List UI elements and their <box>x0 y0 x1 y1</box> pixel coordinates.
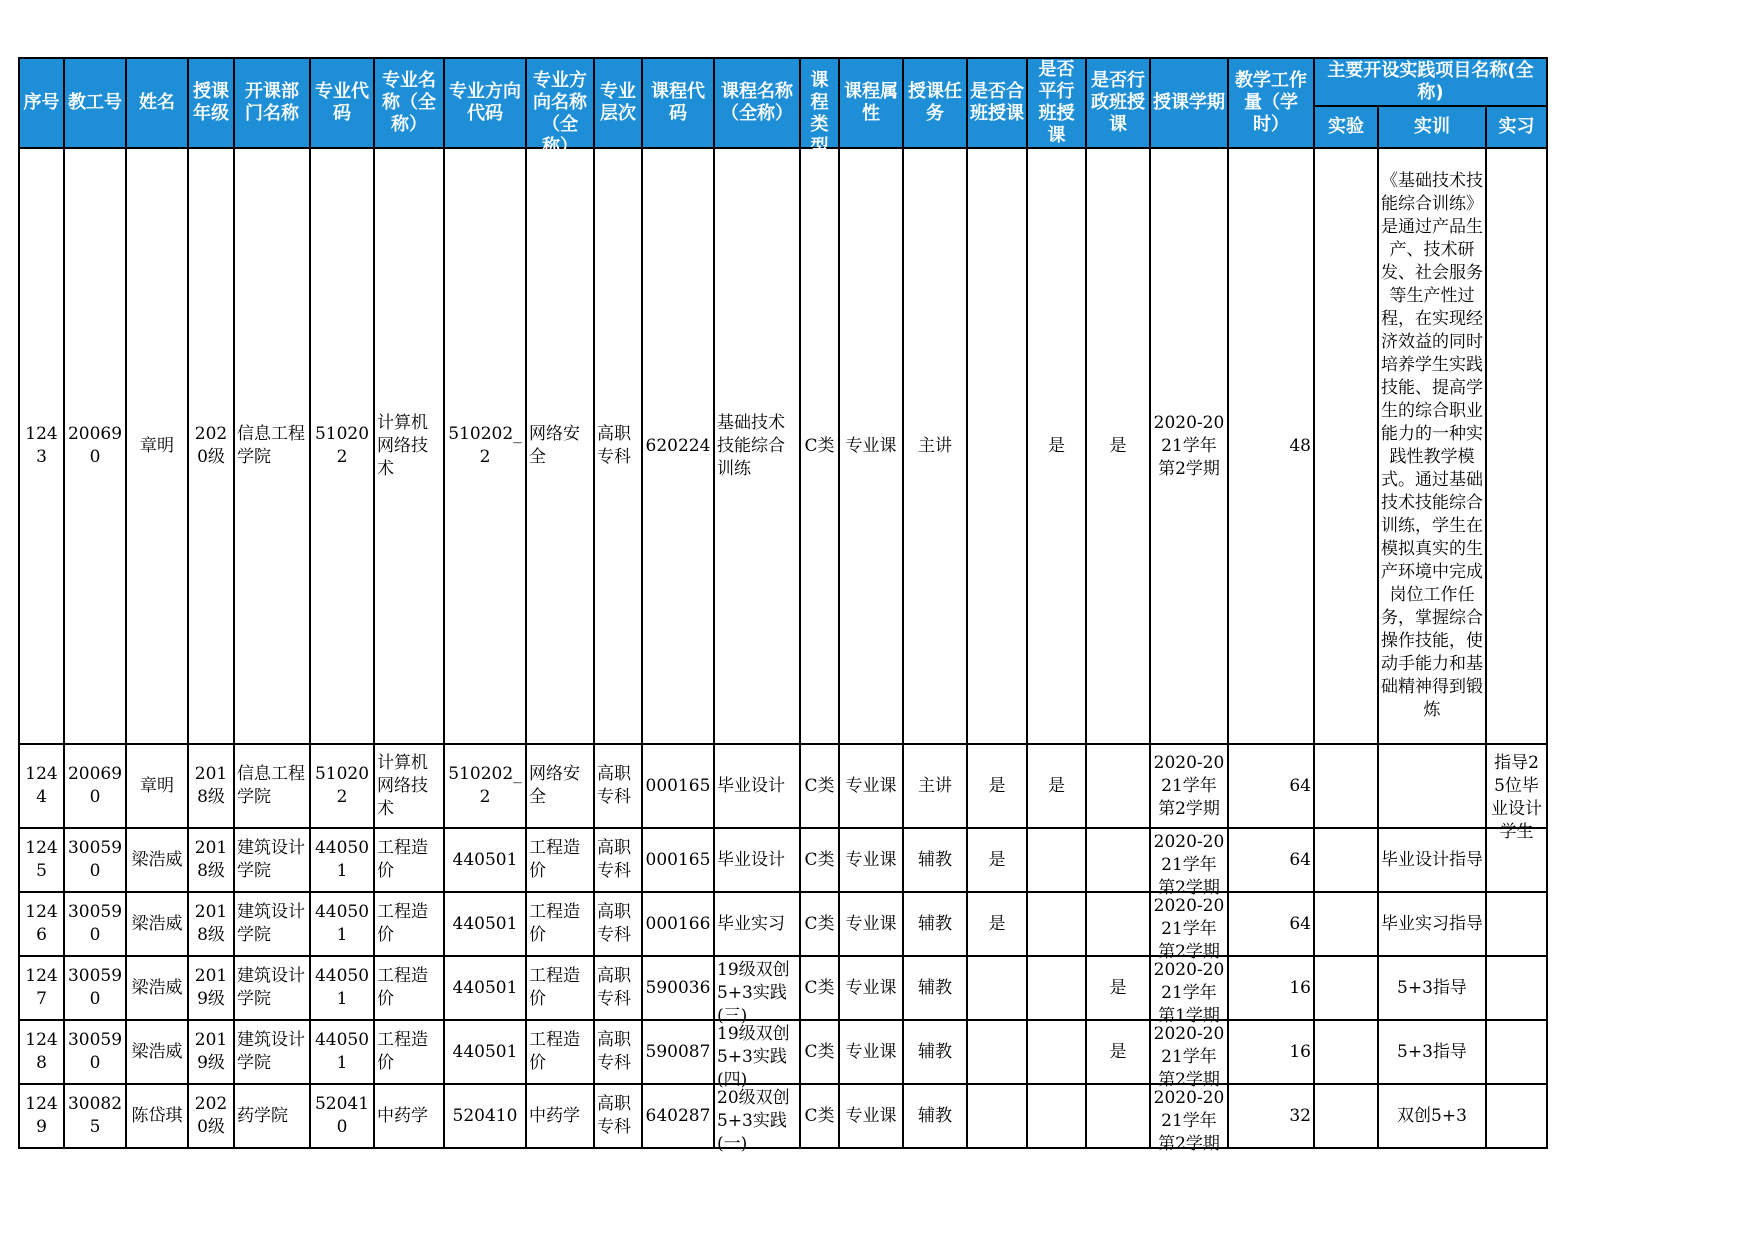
cell-course-type: C类 <box>800 1084 839 1148</box>
cell-semester <box>1150 956 1228 1026</box>
cell-major-code: 440501 <box>310 892 374 956</box>
header-direction-name <box>526 58 594 157</box>
cell-training: 毕业设计指导 <box>1378 828 1486 892</box>
cell-course-code: 590087 <box>642 1020 714 1084</box>
cell-experiment <box>1314 1084 1378 1148</box>
cell-workload: 64 <box>1228 744 1314 828</box>
cell-teacher-id: 300825 <box>64 1084 126 1148</box>
cell-parallel <box>1027 1020 1086 1084</box>
cell-experiment <box>1314 1020 1378 1084</box>
cell-direction-name: 网络安全 <box>526 744 594 828</box>
cell-major-name: 计算机网络技术 <box>374 744 444 828</box>
cell-semester <box>1150 828 1228 898</box>
cell-course-code: 640287 <box>642 1084 714 1148</box>
cell-seq: 1244 <box>19 744 64 828</box>
cell-task: 辅教 <box>903 956 967 1020</box>
cell-grade: 2018级 <box>188 744 234 828</box>
header-course-code: 课程代码 <box>642 58 714 148</box>
cell-level: 高职专科 <box>594 1084 642 1148</box>
cell-parallel: 是 <box>1027 744 1086 828</box>
cell-level: 高职专科 <box>594 148 642 744</box>
cell-direction-code: 440501 <box>444 1020 526 1084</box>
cell-semester-text: 2020-2021学年第2学期 <box>1153 896 1225 962</box>
cell-semester <box>1150 892 1228 962</box>
header-course-name: 课程名称（全称） <box>714 58 800 148</box>
cell-parallel <box>1027 892 1086 956</box>
cell-course-code: 000166 <box>642 892 714 956</box>
cell-admin <box>1086 892 1150 956</box>
cell-seq: 1245 <box>19 828 64 892</box>
header-training: 实训 <box>1378 106 1486 148</box>
course-table-page <box>18 57 1548 1154</box>
cell-direction-name: 工程造价 <box>526 956 594 1020</box>
cell-major-code: 510202 <box>310 148 374 744</box>
cell-dept: 建筑设计学院 <box>234 828 310 892</box>
cell-course-code: 000165 <box>642 744 714 828</box>
header-teacher-id: 教工号 <box>64 58 126 148</box>
cell-course-attr: 专业课 <box>839 956 903 1020</box>
cell-course-name: 毕业实习 <box>714 892 800 956</box>
cell-seq: 1248 <box>19 1020 64 1084</box>
cell-training: 5+3指导 <box>1378 1020 1486 1084</box>
cell-internship <box>1486 1020 1547 1084</box>
cell-level: 高职专科 <box>594 892 642 956</box>
cell-admin <box>1086 828 1150 892</box>
cell-combined: 是 <box>967 744 1027 828</box>
cell-name: 章明 <box>126 744 188 828</box>
header-direction-code: 专业方向代码 <box>444 58 526 148</box>
cell-major-code: 440501 <box>310 828 374 892</box>
cell-course-name <box>714 956 800 1026</box>
table-row <box>19 744 1547 828</box>
cell-major-name: 工程造价 <box>374 1020 444 1084</box>
cell-major-name: 计算机网络技术 <box>374 148 444 744</box>
cell-semester: 2020-2021学年第2学期 <box>1150 148 1228 744</box>
table-row <box>19 1020 1547 1084</box>
cell-workload: 16 <box>1228 956 1314 1020</box>
cell-course-attr: 专业课 <box>839 828 903 892</box>
cell-course-name-text: 19级双创5+3实践(三) <box>717 960 790 1026</box>
cell-teacher-id: 200690 <box>64 744 126 828</box>
cell-semester-text: 2020-2021学年第1学期 <box>1153 960 1225 1026</box>
cell-combined <box>967 1020 1027 1084</box>
cell-course-attr: 专业课 <box>839 744 903 828</box>
cell-admin: 是 <box>1086 956 1150 1020</box>
cell-dept: 药学院 <box>234 1084 310 1148</box>
cell-admin <box>1086 1084 1150 1148</box>
header-task: 授课任务 <box>903 58 967 148</box>
cell-internship <box>1486 956 1547 1020</box>
cell-course-name: 毕业设计 <box>714 744 800 828</box>
cell-grade: 2019级 <box>188 956 234 1020</box>
cell-direction-code: 520410 <box>444 1084 526 1148</box>
cell-dept: 信息工程学院 <box>234 744 310 828</box>
header-combined: 是否合班授课 <box>967 58 1027 148</box>
cell-major-code: 440501 <box>310 956 374 1020</box>
cell-course-name <box>714 1020 800 1090</box>
header-semester: 授课学期 <box>1150 58 1228 148</box>
cell-major-name: 中药学 <box>374 1084 444 1148</box>
header-practice-group: 主要开设实践项目名称(全称) <box>1314 58 1547 106</box>
cell-level: 高职专科 <box>594 744 642 828</box>
cell-dept: 信息工程学院 <box>234 148 310 744</box>
cell-direction-code: 510202_2 <box>444 148 526 744</box>
cell-course-attr: 专业课 <box>839 1020 903 1084</box>
cell-parallel <box>1027 1084 1086 1148</box>
cell-dept: 建筑设计学院 <box>234 956 310 1020</box>
header-workload: 教学工作量（学时） <box>1228 58 1314 148</box>
cell-seq: 1247 <box>19 956 64 1020</box>
cell-task: 辅教 <box>903 1084 967 1148</box>
cell-name: 章明 <box>126 148 188 744</box>
cell-course-code: 590036 <box>642 956 714 1020</box>
header-level: 专业层次 <box>594 58 642 148</box>
cell-task: 辅教 <box>903 828 967 892</box>
cell-course-name: 基础技术技能综合训练 <box>714 148 800 744</box>
cell-major-code: 440501 <box>310 1020 374 1084</box>
table-row <box>19 892 1547 956</box>
header-course-attr: 课程属性 <box>839 58 903 148</box>
header-experiment: 实验 <box>1314 106 1378 148</box>
cell-seq: 1243 <box>19 148 64 744</box>
header-seq: 序号 <box>19 58 64 148</box>
header-major-code: 专业代码 <box>310 58 374 148</box>
cell-seq: 1249 <box>19 1084 64 1148</box>
cell-training: 毕业实习指导 <box>1378 892 1486 956</box>
cell-name: 梁浩威 <box>126 1020 188 1084</box>
cell-admin: 是 <box>1086 1020 1150 1084</box>
cell-major-code: 510202 <box>310 744 374 828</box>
header-internship: 实习 <box>1486 106 1547 148</box>
cell-grade: 2018级 <box>188 892 234 956</box>
cell-workload: 48 <box>1228 148 1314 744</box>
table-header <box>19 58 1547 157</box>
cell-admin: 是 <box>1086 148 1150 744</box>
header-grade: 授课年级 <box>188 58 234 148</box>
cell-internship <box>1486 1084 1547 1148</box>
cell-admin <box>1086 744 1150 828</box>
cell-course-name-text: 20级双创5+3实践(一) <box>717 1088 790 1154</box>
cell-experiment <box>1314 148 1378 744</box>
cell-teacher-id: 300590 <box>64 1020 126 1084</box>
header-parallel: 是否平行班授课 <box>1027 58 1086 148</box>
cell-course-code: 000165 <box>642 828 714 892</box>
cell-combined <box>967 956 1027 1020</box>
cell-internship-text: 指导25位毕业设计学生 <box>1491 752 1542 842</box>
cell-direction-name: 网络安全 <box>526 148 594 744</box>
cell-internship <box>1486 892 1547 956</box>
cell-semester: 2020-2021学年第2学期 <box>1150 744 1228 828</box>
cell-task: 辅教 <box>903 892 967 956</box>
cell-major-name: 工程造价 <box>374 892 444 956</box>
cell-name: 梁浩威 <box>126 828 188 892</box>
cell-course-name: 毕业设计 <box>714 828 800 892</box>
cell-major-code: 520410 <box>310 1084 374 1148</box>
cell-workload: 64 <box>1228 892 1314 956</box>
teaching-load-table <box>18 57 1548 1154</box>
cell-training: 双创5+3 <box>1378 1084 1486 1148</box>
cell-course-name-text: 19级双创5+3实践(四) <box>717 1024 790 1090</box>
cell-course-name <box>714 1084 800 1154</box>
cell-internship <box>1486 744 1547 842</box>
cell-direction-name: 工程造价 <box>526 1020 594 1084</box>
cell-teacher-id: 300590 <box>64 892 126 956</box>
cell-combined <box>967 148 1027 744</box>
cell-grade: 2018级 <box>188 828 234 892</box>
cell-workload: 64 <box>1228 828 1314 892</box>
cell-direction-code: 440501 <box>444 828 526 892</box>
cell-teacher-id: 300590 <box>64 828 126 892</box>
cell-semester-text: 2020-2021学年第2学期 <box>1153 1024 1225 1090</box>
cell-combined: 是 <box>967 828 1027 892</box>
cell-experiment <box>1314 744 1378 828</box>
cell-major-name: 工程造价 <box>374 956 444 1020</box>
cell-workload: 16 <box>1228 1020 1314 1084</box>
cell-major-name: 工程造价 <box>374 828 444 892</box>
cell-course-type: C类 <box>800 744 839 828</box>
cell-direction-name: 工程造价 <box>526 828 594 892</box>
cell-course-type: C类 <box>800 828 839 892</box>
cell-training: 《基础技术技能综合训练》是通过产品生产、技术研发、社会服务等生产性过程，在实现经济效益的同时培养学生实践技能、提高学生的综合职业能力的一种实践性教学模式。通过基础技术技能综合训练，学生在模拟真实的生产环境中完成岗位工作任务，掌握综合操作技能，使动手能力和基础精神得到锻炼 <box>1378 148 1486 744</box>
cell-task: 辅教 <box>903 1020 967 1084</box>
cell-course-type: C类 <box>800 1020 839 1084</box>
cell-task: 主讲 <box>903 148 967 744</box>
cell-workload: 32 <box>1228 1084 1314 1148</box>
cell-parallel: 是 <box>1027 148 1086 744</box>
table-row <box>19 956 1547 1020</box>
cell-experiment <box>1314 892 1378 956</box>
cell-dept: 建筑设计学院 <box>234 1020 310 1084</box>
cell-course-type: C类 <box>800 892 839 956</box>
table-body <box>19 148 1547 1154</box>
cell-experiment <box>1314 828 1378 892</box>
cell-parallel <box>1027 956 1086 1020</box>
cell-direction-code: 440501 <box>444 892 526 956</box>
cell-course-code: 620224 <box>642 148 714 744</box>
cell-task: 主讲 <box>903 744 967 828</box>
cell-semester <box>1150 1020 1228 1090</box>
cell-direction-name: 中药学 <box>526 1084 594 1148</box>
cell-seq: 1246 <box>19 892 64 956</box>
cell-course-attr: 专业课 <box>839 892 903 956</box>
cell-level: 高职专科 <box>594 828 642 892</box>
cell-grade: 2020级 <box>188 1084 234 1148</box>
cell-course-attr: 专业课 <box>839 148 903 744</box>
cell-dept: 建筑设计学院 <box>234 892 310 956</box>
table-row <box>19 1084 1547 1148</box>
cell-course-type: C类 <box>800 148 839 744</box>
cell-course-attr: 专业课 <box>839 1084 903 1148</box>
cell-direction-code: 510202_2 <box>444 744 526 828</box>
header-direction-name-text: 专业方向名称（全称） <box>533 70 587 157</box>
cell-name: 梁浩威 <box>126 892 188 956</box>
cell-combined: 是 <box>967 892 1027 956</box>
cell-semester-text: 2020-2021学年第2学期 <box>1153 1088 1225 1154</box>
cell-internship <box>1486 148 1547 744</box>
cell-semester-text: 2020-2021学年第2学期 <box>1153 832 1225 898</box>
cell-direction-name: 工程造价 <box>526 892 594 956</box>
cell-semester <box>1150 1084 1228 1154</box>
cell-grade: 2019级 <box>188 1020 234 1084</box>
cell-course-type: C类 <box>800 956 839 1020</box>
cell-name: 梁浩威 <box>126 956 188 1020</box>
cell-name: 陈岱琪 <box>126 1084 188 1148</box>
cell-grade: 2020级 <box>188 148 234 744</box>
table-row <box>19 148 1547 744</box>
cell-training: 5+3指导 <box>1378 956 1486 1020</box>
cell-direction-code: 440501 <box>444 956 526 1020</box>
header-course-type <box>800 58 839 157</box>
cell-teacher-id: 300590 <box>64 956 126 1020</box>
cell-level: 高职专科 <box>594 956 642 1020</box>
header-course-type-text: 课程类型 <box>810 70 829 157</box>
cell-experiment <box>1314 956 1378 1020</box>
table-row <box>19 828 1547 892</box>
cell-training <box>1378 744 1486 828</box>
header-dept: 开课部门名称 <box>234 58 310 148</box>
cell-combined <box>967 1084 1027 1148</box>
header-admin: 是否行政班授课 <box>1086 58 1150 148</box>
cell-parallel <box>1027 828 1086 892</box>
cell-teacher-id: 200690 <box>64 148 126 744</box>
header-major-name: 专业名称（全称） <box>374 58 444 148</box>
cell-level: 高职专科 <box>594 1020 642 1084</box>
header-name: 姓名 <box>126 58 188 148</box>
